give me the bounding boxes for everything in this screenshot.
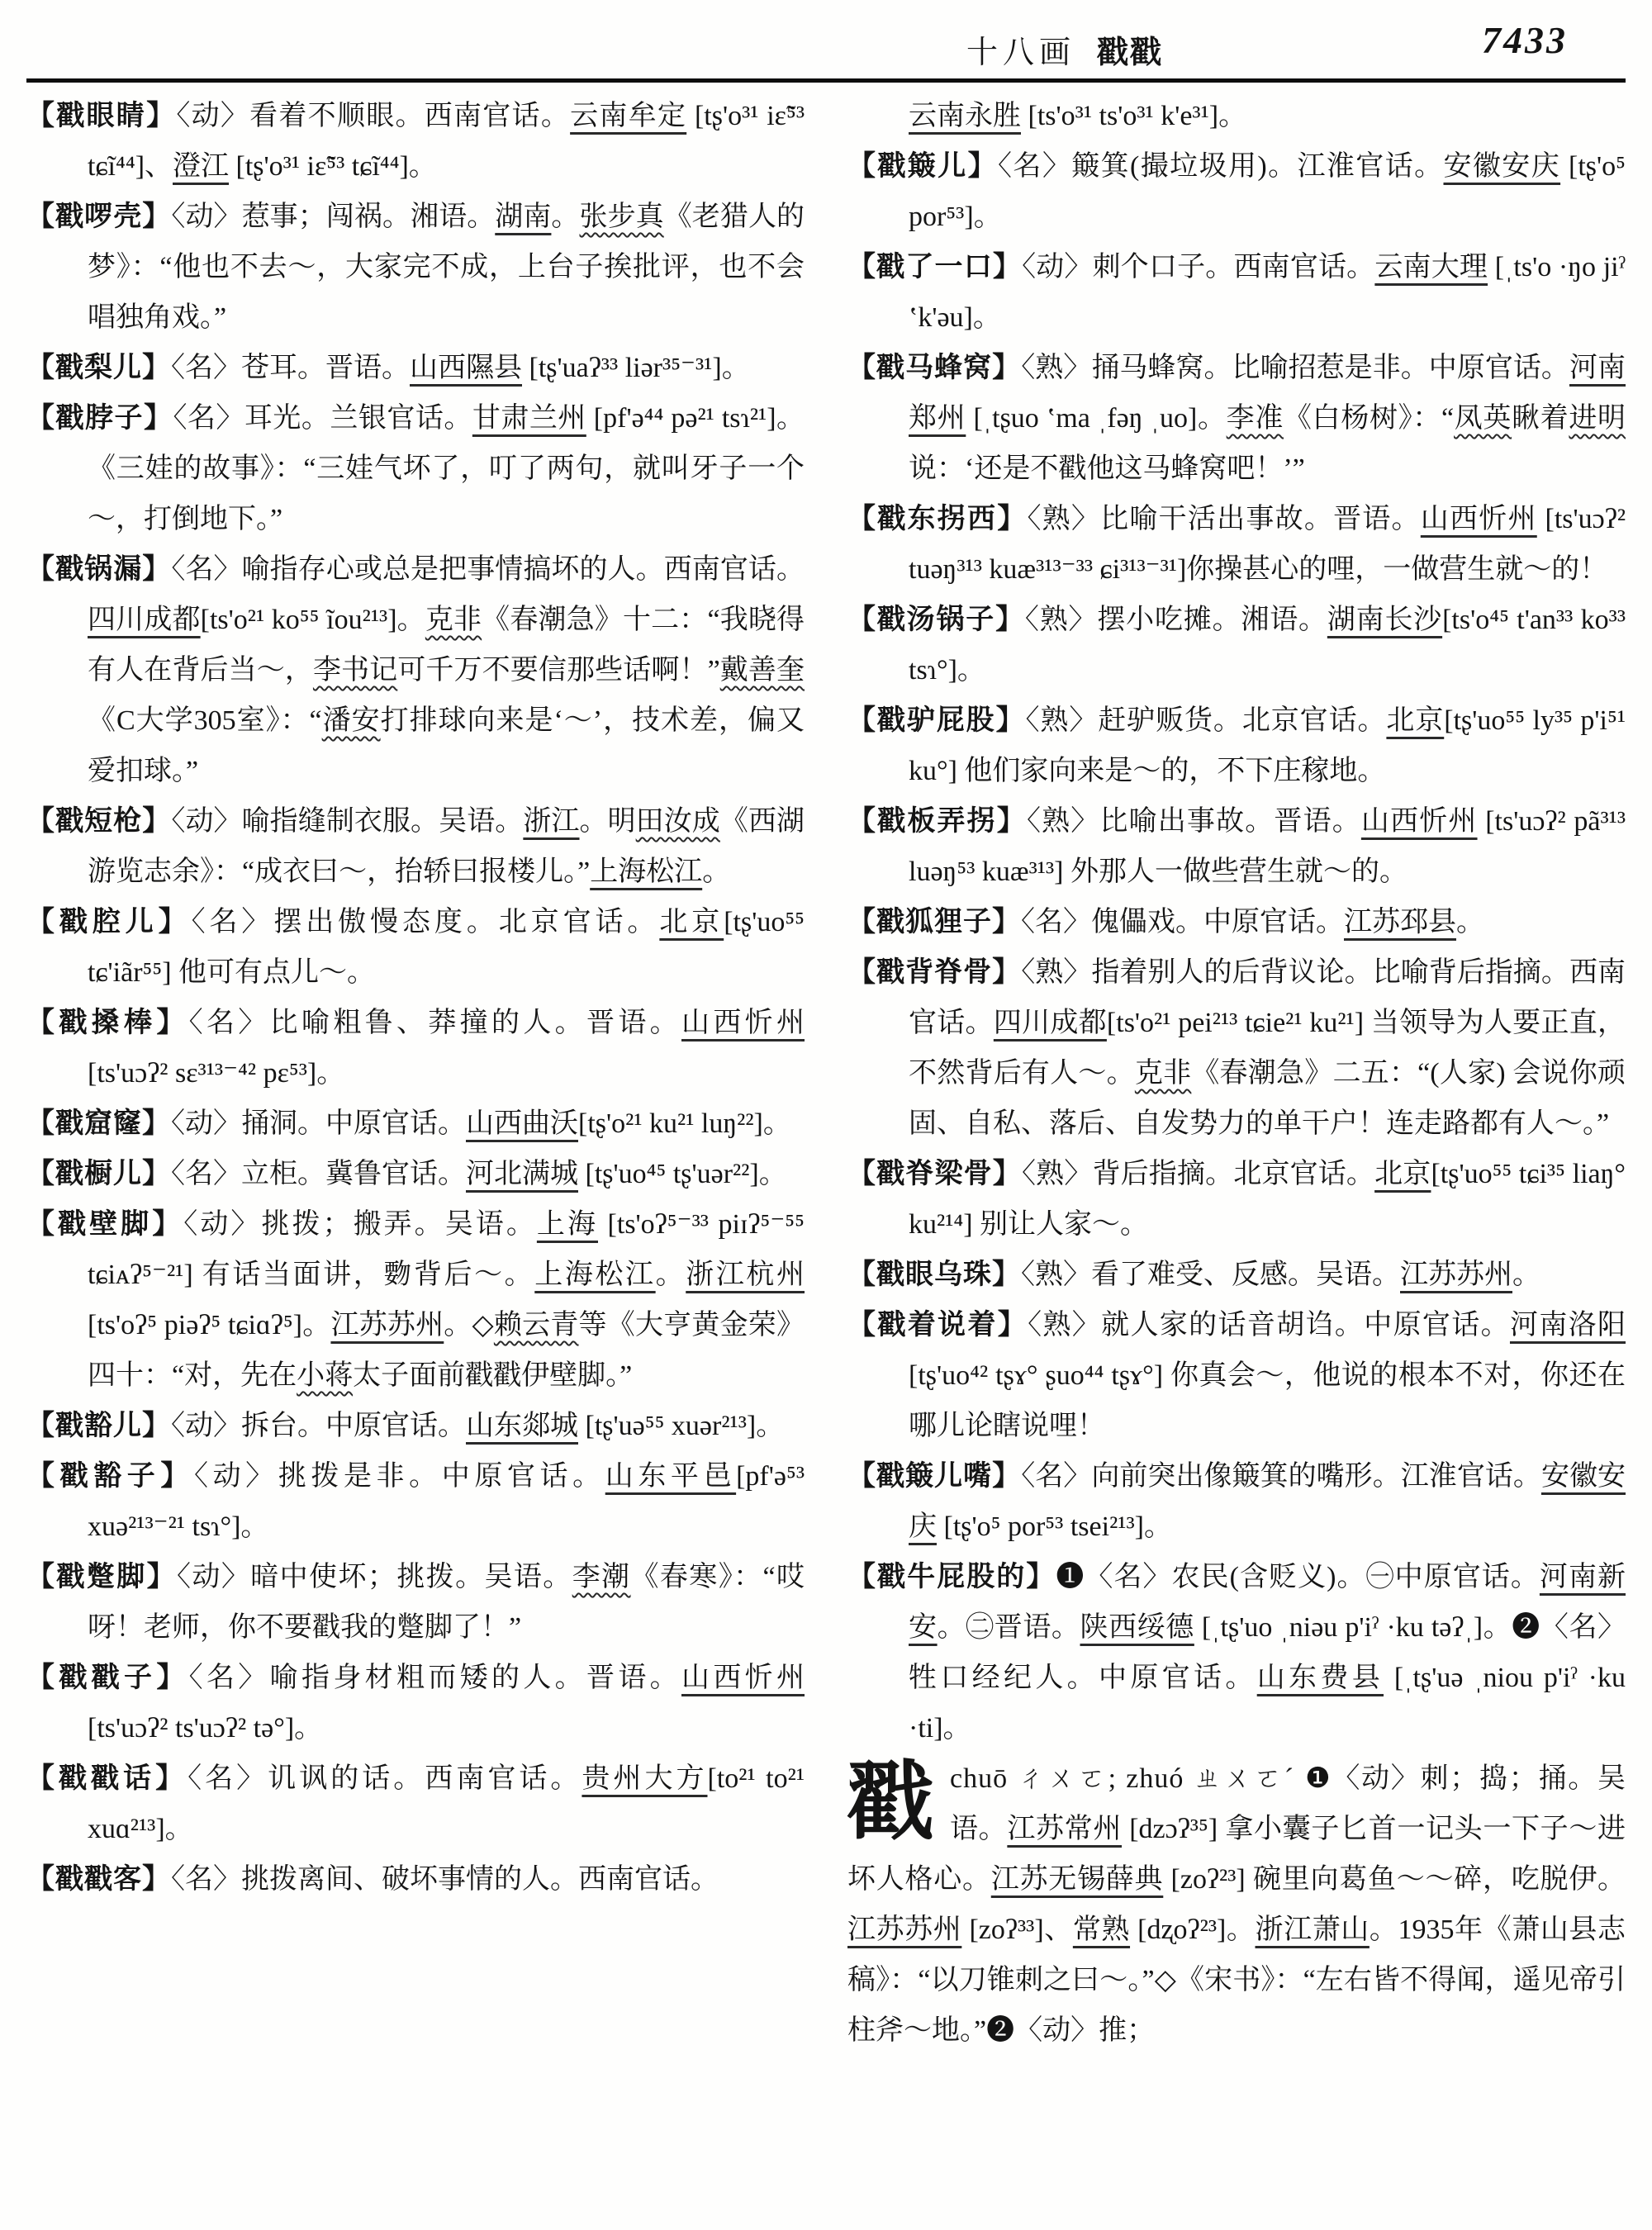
dict-entry (847, 796, 1626, 897)
dict-entry (26, 1451, 805, 1552)
place-name: 上海 (536, 1209, 598, 1240)
entry-headword: 【戳戳子】 (26, 1663, 189, 1693)
entry-body: 〈动〉惹事；闯祸。湘语。湖南。张步真《老猎人的梦》：“他也不去～，大家完不成，上台子挨批评，也不会唱独角戏。” (88, 202, 805, 333)
entry-headword: 【戳了一口】 (847, 252, 1023, 282)
place-name: 河南新安 (909, 1562, 1626, 1643)
entry-body: 〈名〉摆出傲慢态度。北京官话。北京[tʂ'uo⁵⁵ tɕ'iãr⁵⁵] 他可有点儿～。 (88, 907, 805, 988)
place-name: 澄江 (173, 151, 230, 182)
entry-body: ❶〈名〉农民(含贬义)。㊀中原官话。河南新安。㊁晋语。陕西绥德 [ˌtʂ'uo ˌniəu p'iˀ ·ku təʔˌ]。❷〈名〉牲口经纪人。中原官话。山东费县 [ˌtʂ'uə ˌniou p'iˀ ·ku ·ti]。 (909, 1562, 1626, 1744)
entry-continuation: 云南永胜 [ts'o³¹ ts'o³¹ k'e³¹]。 (909, 101, 1247, 131)
place-name: 江苏苏州 (847, 1914, 962, 1945)
place-name: 山东郯城 (466, 1411, 578, 1441)
place-name: 江苏苏州 (1400, 1260, 1512, 1290)
entry-body: 〈动〉看着不顺眼。西南官话。云南牟定 [tʂ'o³¹ iɛ̃⁵³ tɕĩ⁴⁴]、澄江 [tʂ'o³¹ iɛ̃⁵³ tɕĩ⁴⁴]。 (88, 101, 805, 182)
entry-body: 〈动〉拆台。中原官话。山东郯城 [tʂ'uə⁵⁵ xuər²¹³]。 (171, 1411, 785, 1441)
dict-entry (847, 1149, 1626, 1250)
entry-body: 〈动〉暗中使坏；挑拨。吴语。李潮《春寒》：“哎呀！老师，你不要戳我的蹩脚了！” (88, 1562, 805, 1643)
person-name: 克非 (1134, 1058, 1192, 1089)
entry-body: 〈动〉喻指缝制衣服。吴语。浙江。明田汝成《西湖游览志余》：“成衣曰～，抬轿曰报楼儿。”上海松江。 (88, 806, 805, 887)
entry-body: 〈熟〉捅马蜂窝。比喻招惹是非。中原官话。河南郑州 [ˌtʂuo ʽma ˌfəŋ ˌuo]。李准《白杨树》：“凤英瞅着进明说：‘还是不戳他这马蜂窝吧！’” (909, 353, 1626, 484)
dict-entry (26, 343, 805, 393)
entry-headword: 【戳簸儿】 (847, 151, 999, 182)
dict-entry (847, 1250, 1626, 1300)
dict-entry (26, 796, 805, 897)
entry-body: 〈名〉向前突出像簸箕的嘴形。江淮官话。安徽安庆 [tʂ'o⁵ por⁵³ tsei²¹³]。 (909, 1461, 1626, 1542)
stroke-section-label: 十八画 (966, 36, 1075, 70)
place-name: 河南洛阳 (1509, 1310, 1626, 1340)
place-name: 江苏邳县 (1344, 907, 1456, 937)
place-name: 湖南长沙 (1327, 605, 1443, 635)
dict-entry (26, 192, 805, 343)
person-name: 李准 (1226, 403, 1284, 434)
entry-body: 〈熟〉看了难受、反感。吴语。江苏苏州。 (1021, 1260, 1540, 1290)
place-name: 山西曲沃 (466, 1108, 578, 1139)
place-name: 云南牟定 (570, 101, 687, 131)
place-name: 浙江 (523, 806, 580, 837)
place-name: 江苏常州 (1007, 1814, 1123, 1844)
dict-entry (26, 1098, 805, 1149)
place-name: 山西忻州 (1360, 806, 1478, 837)
place-name: 陕西绥德 (1080, 1612, 1194, 1643)
entry-headword: 【戳牛屁股的】 (847, 1562, 1056, 1592)
dict-entry (26, 1199, 805, 1401)
person-name: 李书记 (312, 655, 398, 686)
entry-headword: 【戳脊梁骨】 (847, 1159, 1022, 1189)
entry-headword: 【戳马蜂窝】 (847, 353, 1022, 383)
entry-headword: 【戳腔儿】 (26, 907, 192, 937)
entry-headword: 【戳短枪】 (26, 806, 172, 837)
dict-entry (847, 141, 1626, 242)
entry-body: 〈动〉挑拨是非。中原官话。山东平邑[pf'ə⁵³ xuə²¹³⁻²¹ tsɿ°]。 (88, 1461, 805, 1542)
dict-entry (847, 343, 1626, 494)
entry-headword: 【戳驴屁股】 (847, 705, 1026, 736)
place-name: 江苏无锡薛典 (990, 1864, 1164, 1895)
place-name: 河南郑州 (909, 353, 1626, 434)
entry-headword: 【戳东拐西】 (847, 504, 1028, 534)
entry-body: 〈名〉喻指存心或总是把事情搞坏的人。西南官话。四川成都[ts'o²¹ ko⁵⁵ ĩou²¹³]。克非《春潮急》十二：“我晓得有人在背后当～，李书记可千万不要信那些话啊！”戴善奎《C大学305室》：“潘安打排球向来是‘～’，技术差，偏又爱扣球。” (88, 554, 805, 786)
entry-headword: 【戳梨儿】 (26, 353, 171, 383)
place-name: 山东平邑 (605, 1461, 737, 1492)
page-header (26, 12, 1626, 83)
dict-entry (847, 897, 1626, 947)
place-name: 上海松江 (590, 856, 703, 887)
entry-body: 〈名〉喻指身材粗而矮的人。晋语。山西忻州 [ts'uɔʔ² ts'uɔʔ² tə°]。 (88, 1663, 805, 1744)
entry-headword: 【戳戳话】 (26, 1763, 188, 1794)
place-name: 常熟 (1072, 1914, 1131, 1945)
entry-headword: 【戳脖子】 (26, 403, 173, 434)
entry-headword: 【戳眼睛】 (26, 101, 177, 131)
entry-headword: 【戳蹩脚】 (26, 1562, 178, 1592)
person-name: 李潮 (572, 1562, 631, 1592)
entry-body: 〈熟〉指着别人的后背议论。比喻背后指摘。西南官话。四川成都[ts'o²¹ pei²¹³ tɕie²¹ ku²¹] 当领导为人要正直，不然背后有人～。克非《春潮急》二五：“(人家) 会说你顽固、自私、落后、自发势力的单干户！连走路都有人～。” (909, 957, 1626, 1139)
person-name: 张步真 (579, 202, 664, 232)
entry-body: 〈名〉立柜。冀鲁官话。河北满城 [tʂ'uo⁴⁵ tʂ'uər²²]。 (171, 1159, 787, 1189)
entry-body: 〈名〉比喻粗鲁、莽撞的人。晋语。山西忻州 [ts'uɔʔ² sɛ³¹³⁻⁴² pɛ⁵³]。 (88, 1008, 805, 1089)
entry-headword: 【戳汤锅子】 (847, 605, 1025, 635)
dict-entry (26, 544, 805, 796)
entry-body: 〈名〉苍耳。晋语。山西隰县 [tʂ'uaʔ³³ liər³⁵⁻³¹]。 (171, 353, 750, 383)
dict-entry (847, 947, 1626, 1149)
text-columns (26, 91, 1626, 2056)
dict-entry (26, 1149, 805, 1199)
header-rule (26, 78, 1626, 83)
place-name: 甘肃兰州 (472, 403, 586, 434)
entry-headword: 【戳戳客】 (26, 1864, 171, 1895)
person-name: 小蒋 (297, 1360, 354, 1391)
entry-headword: 【戳背脊骨】 (847, 957, 1022, 988)
dict-entry (26, 998, 805, 1098)
entry-character: 戳 (847, 1755, 934, 1850)
place-name: 山东费县 (1256, 1663, 1384, 1693)
entry-body: ❶〈动〉刺；捣；捅。吴语。江苏常州 [dzɔʔ³⁵] 拿小囊子匕首一记头一下子～进坏人格心。江苏无锡薛典 [zoʔ²³] 碗里向葛鱼～～碎，吃脱伊。江苏苏州 [zoʔ³³]、常熟 [dʐoʔ²³]。浙江萧山。1935年《萧山县志稿》：“以刀锥刺之曰～。”◇《宋书》：“左右皆不得闻，遥见帝引柱斧～地。”❷〈动〉推； (847, 1763, 1626, 2046)
place-name: 云南大理 (1374, 252, 1488, 282)
entry-headword: 【戳豁儿】 (26, 1411, 171, 1441)
entry-body: 〈熟〉比喻干活出事故。晋语。山西忻州 [ts'uɔʔ² tuəŋ³¹³ kuæ³¹³⁻³³ ɕi³¹³⁻³¹]你操甚心的哩，一做营生就～的！ (909, 504, 1626, 585)
dict-entry (847, 595, 1626, 695)
place-name: 安徽安庆 (1443, 151, 1561, 182)
entry-headword: 【戳啰壳】 (26, 202, 172, 232)
place-name: 北京 (1386, 705, 1445, 736)
right-column (847, 91, 1626, 2056)
dict-entry (847, 242, 1626, 343)
place-name: 贵州大方 (582, 1763, 708, 1794)
place-name: 山西忻州 (681, 1663, 805, 1693)
entry-headword: 【戳搡棒】 (26, 1008, 189, 1038)
person-name: 戴善奎 (719, 655, 805, 686)
entry-headword: 【戳豁子】 (26, 1461, 194, 1492)
dict-entry (847, 1451, 1626, 1552)
entry-body: 〈动〉刺个口子。西南官话。云南大理 [ˌts'o ·ŋo jiˀ ʽk'əu]。 (909, 252, 1626, 333)
entry-pronunciation: chuō ㄔㄨㄛ; zhuó ㄓㄨㄛˊ (950, 1763, 1306, 1794)
entry-body: 〈熟〉就人家的话音胡诌。中原官话。河南洛阳 [tʂ'uo⁴² tʂɤ° ʂuo⁴⁴ tʂɤ°] 你真会～，他说的根本不对，你还在哪儿论瞎说哩！ (909, 1310, 1626, 1441)
person-name: 进明 (1569, 403, 1626, 434)
entry-body: 〈熟〉赶驴贩货。北京官话。北京[tʂ'uo⁵⁵ ly³⁵ p'i⁵¹ ku°] 他们家向来是～的，不下庄稼地。 (909, 705, 1626, 786)
person-name: 潘安 (321, 705, 381, 736)
entry-body: 〈动〉捅洞。中原官话。山西曲沃[tʂ'o²¹ ku²¹ luŋ²²]。 (171, 1108, 791, 1139)
running-head (966, 26, 1163, 72)
entry-headword: 【戳橱儿】 (26, 1159, 171, 1189)
dict-entry (26, 1854, 805, 1905)
dict-entry (847, 1300, 1626, 1451)
place-name: 湖南 (495, 202, 552, 232)
dict-entry (26, 897, 805, 998)
entry-body: 〈名〉讥讽的话。西南官话。贵州大方[to²¹ to²¹ xuɑ²¹³]。 (88, 1763, 805, 1844)
entry-headword: 【戳壁脚】 (26, 1209, 184, 1240)
entry-body: 〈熟〉背后指摘。北京官话。北京[tʂ'uo⁵⁵ tɕi³⁵ liaŋ° ku²¹⁴] 别让人家～。 (909, 1159, 1626, 1240)
place-name: 上海松江 (534, 1260, 656, 1290)
entry-headword: 【戳着说着】 (847, 1310, 1028, 1340)
person-name: 凤英 (1454, 403, 1512, 434)
place-name: 山西忻州 (681, 1008, 805, 1038)
person-name: 赖云青 (493, 1310, 579, 1340)
dict-entry (847, 494, 1626, 595)
dict-entry (26, 393, 805, 544)
dict-entry (26, 1753, 805, 1854)
entry-body: 〈名〉傀儡戏。中原官话。江苏邳县。 (1021, 907, 1484, 937)
headword-range: 戳戳 (1096, 36, 1163, 70)
place-name: 江苏苏州 (330, 1310, 444, 1340)
place-name: 浙江萧山 (1255, 1914, 1370, 1945)
entry-headword: 【戳簸儿嘴】 (847, 1461, 1022, 1492)
entry-body: 〈熟〉比喻出事故。晋语。山西忻州 [ts'uɔʔ² pã³¹³ luəŋ⁵³ kuæ³¹³] 外那人一做些营生就～的。 (909, 806, 1626, 887)
entry-headword: 【戳窟窿】 (26, 1108, 171, 1139)
person-name: 田汝成 (635, 806, 720, 837)
entry-body: 〈熟〉摆小吃摊。湘语。湖南长沙[ts'o⁴⁵ t'an³³ ko³³ tsɿ°]。 (909, 605, 1626, 686)
dict-entry (26, 1401, 805, 1451)
place-name: 北京 (659, 907, 724, 937)
place-name: 河北满城 (466, 1159, 578, 1189)
entry-body: 〈名〉挑拨离间、破坏事情的人。西南官话。 (171, 1864, 719, 1895)
dict-entry (847, 1552, 1626, 1753)
place-name: 云南永胜 (909, 101, 1021, 131)
left-column (26, 91, 805, 2056)
entry-body: 〈名〉簸箕(撮垃圾用)。江淮官话。安徽安庆 [tʂ'o⁵ por⁵³]。 (909, 151, 1626, 232)
entry-body: 〈名〉耳光。兰银官话。甘肃兰州 [pf'ə⁴⁴ pə²¹ tsɿ²¹]。《三娃的故事》：“三娃气坏了，叮了两句，就叫牙子一个～，打倒地下。” (88, 403, 805, 534)
page-number: 7433 (1482, 19, 1568, 61)
place-name: 四川成都 (993, 1008, 1107, 1038)
dict-entry (26, 1653, 805, 1753)
dict-entry (847, 695, 1626, 796)
dict-entry (26, 1552, 805, 1653)
entry-headword: 【戳眼乌珠】 (847, 1260, 1021, 1290)
place-name: 山西忻州 (1420, 504, 1537, 534)
place-name: 山西隰县 (410, 353, 522, 383)
character-entry (847, 1753, 1626, 2056)
place-name: 四川成都 (88, 605, 201, 635)
dict-entry (26, 91, 805, 192)
place-name: 安徽安庆 (909, 1461, 1626, 1542)
entry-headword: 【戳锅漏】 (26, 554, 172, 585)
entry-headword: 【戳狐狸子】 (847, 907, 1021, 937)
person-name: 克非 (425, 605, 482, 635)
entry-headword: 【戳板弄拐】 (847, 806, 1027, 837)
entry-body: 〈动〉挑拨；搬弄。吴语。上海 [ts'oʔ⁵⁻³³ piɪʔ⁵⁻⁵⁵ tɕiᴀʔ⁵⁻²¹] 有话当面讲，覅背后～。上海松江。浙江杭州 [ts'oʔ⁵ piəʔ⁵ tɕiɑʔ⁵]。江苏苏州。◇赖云青等《大亨黄金荣》四十：“对，先在小蒋太子面前戳戳伊壁脚。” (88, 1209, 805, 1391)
place-name: 浙江杭州 (686, 1260, 805, 1290)
place-name: 北京 (1374, 1159, 1431, 1189)
